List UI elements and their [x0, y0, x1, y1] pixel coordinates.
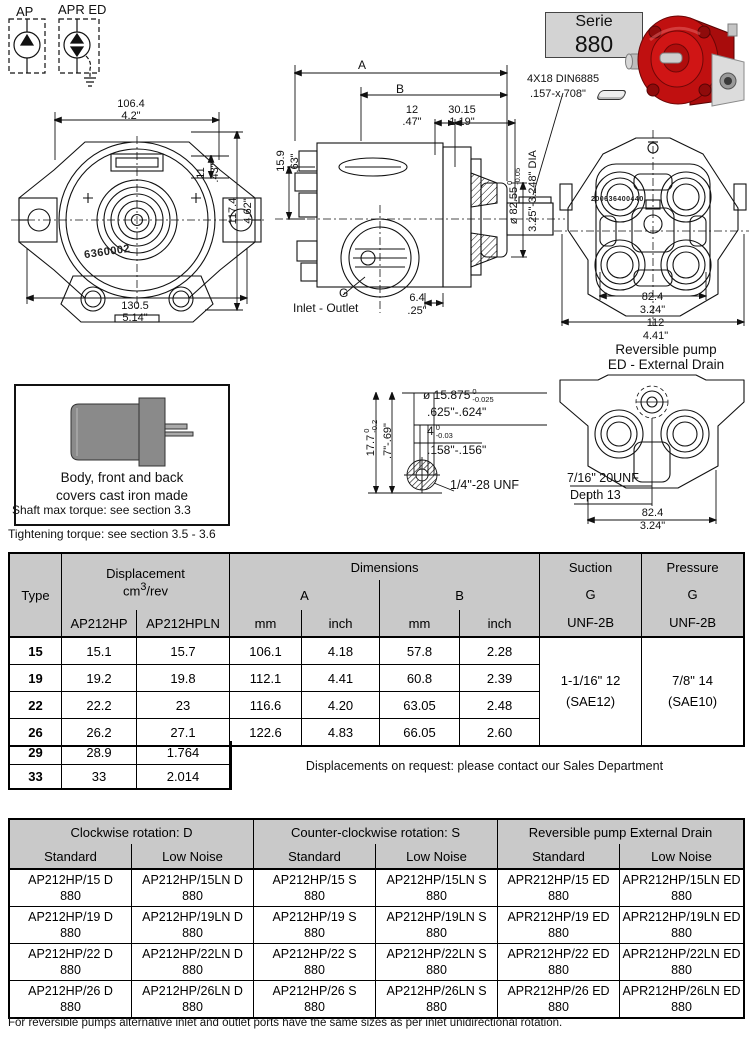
front-height-in: 4.62" — [242, 198, 254, 224]
sub-header-low-noise: Low Noise — [376, 844, 498, 870]
col-header-suction — [540, 554, 642, 638]
pressure-g-label: G — [687, 587, 698, 603]
footer-note: For reversible pumps alternative inlet and outlet ports have the same sizes as per inlet unidirectional rotation. — [8, 1017, 563, 1029]
shaft-key — [427, 424, 453, 440]
col-header-ap212hpln: AP212HPLN — [137, 610, 230, 638]
group-header-reversible: Reversible pump External Drain — [498, 820, 743, 844]
unit-pre: cm — [122, 583, 141, 599]
shaft-dia-in: .625"-.624" — [427, 405, 487, 419]
col-header-b: B — [380, 580, 540, 610]
extra-displacement-table — [8, 741, 232, 790]
front-height-mm: 117.4 — [227, 197, 239, 225]
model-cell: APR212HP/19 ED 880 — [498, 907, 620, 944]
model-cell: AP212HP/26LN D 880 — [132, 981, 254, 1017]
apred-symbol-label: APR ED — [58, 2, 107, 17]
value-cell: 27.1 — [137, 719, 230, 745]
sub-header-standard: Standard — [10, 844, 132, 870]
ed-title-line1: Reversible pump — [615, 342, 717, 357]
model-cell: AP212HP/26LN S 880 — [376, 981, 498, 1017]
hydraulic-symbols-drawing — [6, 16, 116, 88]
series-number: 880 — [574, 30, 614, 57]
side-bot-in: .25" — [407, 305, 427, 317]
tol-top: 0 — [505, 180, 515, 185]
model-number-table — [8, 818, 745, 1019]
front-base-in: 5.14" — [122, 312, 148, 324]
col-header-b-inch: inch — [460, 610, 540, 638]
side-dim12-mm: 12 — [405, 104, 419, 116]
front-base-mm: 130.5 — [121, 300, 149, 312]
shaft-thread: 1/4"-28 UNF — [450, 478, 520, 492]
col-header-ap212hp: AP212HP — [62, 610, 137, 638]
model-cell: AP212HP/15LN D 880 — [132, 870, 254, 907]
side-shaft-dia-value: ø 82.55 — [508, 186, 520, 225]
type-cell: 22 — [10, 692, 62, 719]
side-left-mm: 15.9 — [275, 150, 287, 172]
col-header-a: A — [230, 580, 380, 610]
model-cell: AP212HP/15 D 880 — [10, 870, 132, 907]
value-cell: 2.60 — [460, 719, 540, 745]
sub-header-low-noise: Low Noise — [620, 844, 743, 870]
value-cell: 4.18 — [302, 638, 380, 665]
material-note-line1: Body, front and back — [60, 470, 184, 485]
tol-bottom: -0.03 — [435, 430, 453, 440]
key-note-line2: .157-x.708" — [530, 88, 586, 100]
shaft-torque-note: Shaft max torque: see section 3.3 — [12, 503, 191, 517]
value-cell: 57.8 — [380, 638, 460, 665]
side-shaft-dia — [505, 151, 522, 241]
tol-top: 0 — [472, 387, 477, 396]
side-view-dimensions — [287, 65, 563, 307]
sub-header-standard: Standard — [498, 844, 620, 870]
pressure-cell: 7/8" 14 (SAE10) — [667, 672, 718, 709]
type-cell: 26 — [10, 719, 62, 745]
tightening-torque-note: Tightening torque: see section 3.5 - 3.6 — [8, 527, 216, 541]
model-cell: APR212HP/22LN ED 880 — [620, 944, 743, 981]
shaft-length-in: .7"-.69" — [382, 423, 394, 459]
group-header-clockwise: Clockwise rotation: D — [10, 820, 254, 844]
front-width-mm: 106.4 — [117, 98, 145, 110]
rear-total-mm: 112 — [646, 317, 665, 329]
series-label: Serie — [575, 12, 613, 30]
material-note-line2: covers cast iron made — [55, 488, 189, 503]
model-cell: APR212HP/15LN ED 880 — [620, 870, 743, 907]
suction-g-label: G — [585, 587, 596, 603]
value-cell: 112.1 — [230, 665, 302, 692]
model-cell: AP212HP/26 S 880 — [254, 981, 376, 1017]
value-cell: 19.8 — [137, 665, 230, 692]
shaft-key-tolerance — [436, 424, 453, 440]
shaft-key-value: 4 — [427, 424, 434, 439]
tol-top: 0 — [435, 423, 440, 432]
side-left-in: .63" — [289, 153, 301, 173]
model-cell: AP212HP/19 S 880 — [254, 907, 376, 944]
side-dim-b-label: B — [396, 82, 405, 96]
side-dim-a-label: A — [358, 58, 367, 72]
tol-bottom: -0.2 — [370, 419, 379, 433]
type-cell: 15 — [10, 638, 62, 665]
tol-top: 0 — [362, 428, 372, 433]
col-header-dimensions: Dimensions — [230, 554, 540, 580]
model-cell: AP212HP/26 D 880 — [10, 981, 132, 1017]
suction-cell: 1-1/16" 12 (SAE12) — [540, 638, 642, 745]
suction-unf-label: UNF-2B — [567, 614, 615, 630]
key-note-line1: 4X18 DIN6885 — [527, 73, 600, 85]
rear-total-in: 4.41" — [642, 330, 669, 342]
value-cell: 33 — [62, 765, 137, 788]
ed-depth-label: Depth 13 — [570, 488, 621, 502]
side-shaft-dia-in: 3.25"-3.248" DIA — [527, 150, 539, 232]
type-cell: 33 — [10, 765, 62, 788]
model-cell: AP212HP/22 S 880 — [254, 944, 376, 981]
type-cell: 29 — [10, 741, 62, 765]
value-cell: 1.764 — [137, 741, 230, 765]
g-port-label: G — [339, 286, 349, 300]
model-cell: AP212HP/22LN S 880 — [376, 944, 498, 981]
side-shaft-dia-tolerance — [506, 168, 522, 185]
side-dim12-in: .47" — [402, 116, 422, 128]
shaft-key-in: .158"-.156" — [427, 443, 487, 457]
value-cell: 22.2 — [62, 692, 137, 719]
shaft-length — [362, 408, 379, 468]
dimensions-table — [8, 552, 745, 747]
model-cell: AP212HP/22 D 880 — [10, 944, 132, 981]
group-header-counter-clockwise: Counter-clockwise rotation: S — [254, 820, 498, 844]
ap-symbol-label: AP — [16, 4, 34, 19]
value-cell: 4.41 — [302, 665, 380, 692]
value-cell: 106.1 — [230, 638, 302, 665]
ed-title-line2: ED - External Drain — [607, 357, 725, 372]
front-offset-mm: 11 — [195, 167, 207, 179]
model-cell: APR212HP/19LN ED 880 — [620, 907, 743, 944]
model-cell: AP212HP/19LN D 880 — [132, 907, 254, 944]
front-width-in: 4.2" — [121, 110, 141, 122]
displacement-request-note: Displacements on request: please contact our Sales Department — [305, 759, 664, 773]
shaft-dia-value: ø 15.875 — [423, 388, 471, 403]
value-cell: 60.8 — [380, 665, 460, 692]
shaft-dia-tolerance — [472, 388, 493, 404]
value-cell: 4.20 — [302, 692, 380, 719]
displacement-unit — [62, 581, 229, 598]
value-cell: 28.9 — [62, 741, 137, 765]
side-bot-mm: 6.4 — [409, 292, 425, 304]
sub-header-standard: Standard — [254, 844, 376, 870]
pressure-unf-label: UNF-2B — [669, 614, 717, 630]
col-header-displacement — [62, 554, 230, 610]
tol-bottom: -0.025 — [472, 394, 494, 404]
front-offset-in: .43" — [209, 163, 221, 183]
shaft-dia — [423, 388, 494, 404]
pressure-label: Pressure — [666, 560, 719, 576]
pump-photo — [620, 2, 749, 114]
value-cell: 19.2 — [62, 665, 137, 692]
side-dim30-mm: 30.15 — [448, 104, 476, 116]
displacement-label: Displacement — [106, 565, 185, 581]
inlet-outlet-label: Inlet - Outlet — [293, 301, 359, 315]
value-cell: 116.6 — [230, 692, 302, 719]
value-cell: 2.39 — [460, 665, 540, 692]
model-cell: APR212HP/15 ED 880 — [498, 870, 620, 907]
value-cell: 122.6 — [230, 719, 302, 745]
rear-width-mm: 82.4 — [641, 291, 664, 303]
value-cell: 15.1 — [62, 638, 137, 665]
col-header-type: Type — [10, 554, 62, 638]
rear-width-in: 3.24" — [639, 304, 666, 316]
value-cell: 26.2 — [62, 719, 137, 745]
value-cell: 2.014 — [137, 765, 230, 788]
col-header-pressure — [642, 554, 743, 638]
ed-width-in: 3.24" — [639, 520, 666, 532]
shaft-length-value: 17.7 — [365, 434, 377, 457]
pump-silhouette — [51, 398, 201, 466]
front-cast-number: 6360002 — [83, 242, 131, 262]
shaft-length-tolerance — [363, 420, 379, 433]
model-cell: APR212HP/22 ED 880 — [498, 944, 620, 981]
unit-post: /rev — [146, 583, 169, 599]
value-cell: 63.05 — [380, 692, 460, 719]
model-cell: AP212HP/19LN S 880 — [376, 907, 498, 944]
value-cell: 23 — [137, 692, 230, 719]
model-cell: APR212HP/26LN ED 880 — [622, 983, 741, 1014]
model-cell: AP212HP/19 D 880 — [10, 907, 132, 944]
value-cell: 2.28 — [460, 638, 540, 665]
col-header-a-inch: inch — [302, 610, 380, 638]
type-cell: 19 — [10, 665, 62, 692]
model-cell: AP212HP/15LN S 880 — [376, 870, 498, 907]
ed-width-mm: 82.4 — [641, 507, 664, 519]
sub-header-low-noise: Low Noise — [132, 844, 254, 870]
value-cell: 4.83 — [302, 719, 380, 745]
col-header-a-mm: mm — [230, 610, 302, 638]
unit-sup: 3 — [140, 580, 147, 593]
value-cell: 2.48 — [460, 692, 540, 719]
side-dim30-in: 1.19" — [449, 116, 475, 128]
value-cell: 15.7 — [137, 638, 230, 665]
model-cell: AP212HP/15 S 880 — [254, 870, 376, 907]
model-cell: AP212HP/22LN D 880 — [132, 944, 254, 981]
rear-cast-number: 200636400440 — [591, 196, 644, 203]
suction-label: Suction — [568, 560, 613, 576]
value-cell: 66.05 — [380, 719, 460, 745]
col-header-b-mm: mm — [380, 610, 460, 638]
ed-thread-label: 7/16" 20UNF — [567, 471, 639, 485]
tol-bottom: -0.05 — [513, 167, 522, 185]
model-cell: APR212HP/26 ED 880 — [498, 981, 620, 1017]
